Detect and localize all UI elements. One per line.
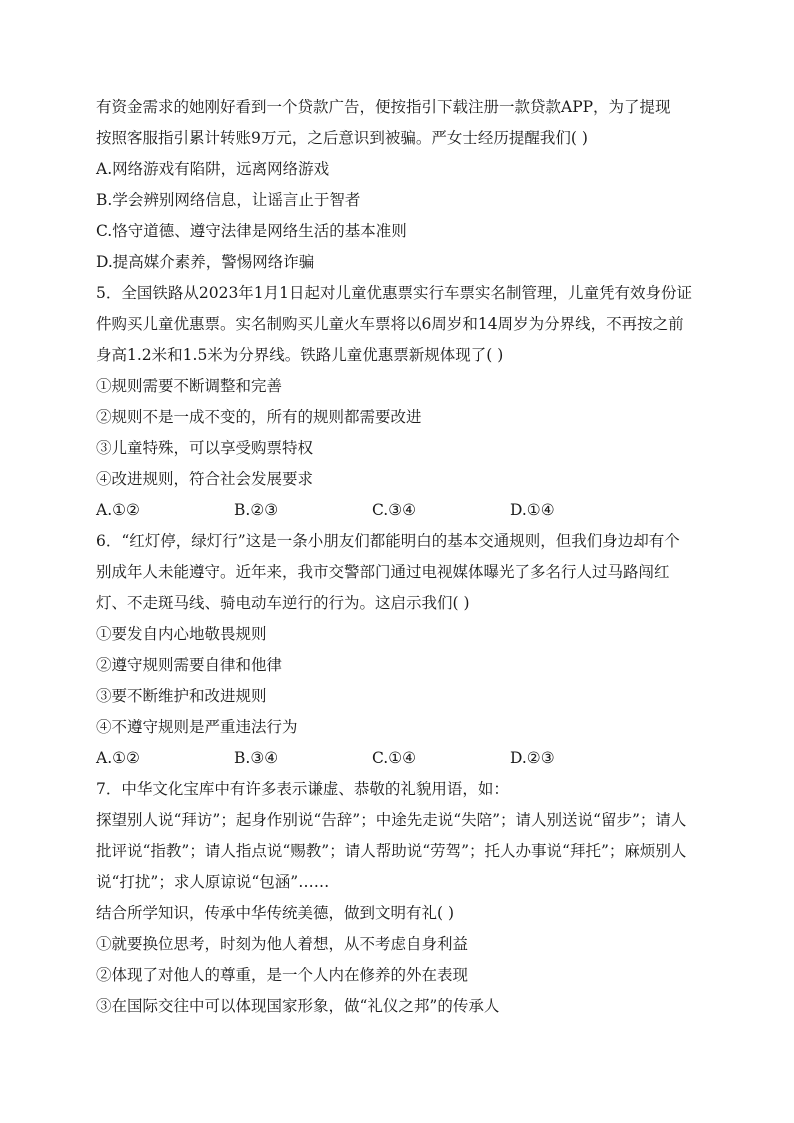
- q6-statement-4: ④不遵守规则是严重违法行为: [96, 718, 298, 736]
- q7-stem-line: 结合所学知识，传承中华传统美德，做到文明有礼( ): [96, 904, 455, 922]
- q5-option-b: B.②③: [234, 501, 279, 519]
- q4-option-c: C.恪守道德、遵守法律是网络生活的基本准则: [96, 222, 407, 240]
- q4-stem-line: 有资金需求的她刚好看到一个贷款广告，便按指引下载注册一款贷款APP，为了提现: [96, 98, 671, 116]
- q6-statement-3: ③要不断维护和改进规则: [96, 687, 267, 705]
- q6-option-a: A.①②: [96, 749, 140, 767]
- q5-statement-3: ③儿童特殊，可以享受购票特权: [96, 439, 314, 457]
- q5-stem-line: 件购买儿童优惠票。实名制购买儿童火车票将以6周岁和14周岁为分界线，不再按之前: [96, 315, 684, 333]
- q6-option-c: C.①④: [372, 749, 417, 767]
- q6-statement-1: ①要发自内心地敬畏规则: [96, 625, 267, 643]
- q5-stem-line: 5．全国铁路从2023年1月1日起对儿童优惠票实行车票实名制管理，儿童凭有效身份证: [96, 284, 693, 302]
- q5-option-c: C.③④: [372, 501, 417, 519]
- q5-option-d: D.①④: [510, 501, 555, 519]
- q7-statement-2: ②体现了对他人的尊重，是一个人内在修养的外在表现: [96, 966, 469, 984]
- q7-statement-3: ③在国际交往中可以体现国家形象，做“礼仪之邦”的传承人: [96, 997, 500, 1015]
- q7-stem-line: 说“打扰”；求人原谅说“包涵”……: [96, 873, 330, 891]
- q7-statement-1: ①就要换位思考，时刻为他人着想，从不考虑自身利益: [96, 935, 469, 953]
- q5-options-row: [96, 499, 696, 521]
- q6-option-b: B.③④: [234, 749, 279, 767]
- q4-option-d: D.提高媒介素养，警惕网络诈骗: [96, 253, 315, 271]
- q6-option-d: D.②③: [510, 749, 555, 767]
- q5-statement-4: ④改进规则，符合社会发展要求: [96, 470, 314, 488]
- q5-statement-2: ②规则不是一成不变的，所有的规则都需要改进: [96, 408, 422, 426]
- q5-option-a: A.①②: [96, 501, 140, 519]
- q6-options-row: [96, 747, 696, 769]
- q4-stem-line: 按照客服指引累计转账9万元，之后意识到被骗。严女士经历提醒我们( ): [96, 129, 588, 147]
- q5-stem-line: 身高1.2米和1.5米为分界线。铁路儿童优惠票新规体现了( ): [96, 346, 504, 364]
- q6-stem-line: 别成年人未能遵守。近年来，我市交警部门通过电视媒体曝光了多名行人过马路闯红: [96, 563, 670, 581]
- q6-stem-line: 6．“红灯停，绿灯行”这是一条小朋友们都能明白的基本交通规则，但我们身边却有个: [96, 532, 680, 550]
- q4-option-b: B.学会辨别网络信息，让谣言止于智者: [96, 191, 361, 209]
- q6-statement-2: ②遵守规则需要自律和他律: [96, 656, 283, 674]
- q6-stem-line: 灯、不走斑马线、骑电动车逆行的行为。这启示我们( ): [96, 594, 470, 612]
- q7-stem-line: 7．中华文化宝库中有许多表示谦虚、恭敬的礼貌用语，如：: [96, 780, 509, 798]
- q7-stem-line: 探望别人说“拜访”；起身作别说“告辞”；中途先走说“失陪”；请人别送说“留步”；请人: [96, 811, 687, 829]
- q4-option-a: A.网络游戏有陷阱，远离网络游戏: [96, 160, 330, 178]
- q5-statement-1: ①规则需要不断调整和完善: [96, 377, 283, 395]
- q7-stem-line: 批评说“指教”；请人指点说“赐教”；请人帮助说“劳驾”；托人办事说“拜托”；麻烦别人: [96, 842, 687, 860]
